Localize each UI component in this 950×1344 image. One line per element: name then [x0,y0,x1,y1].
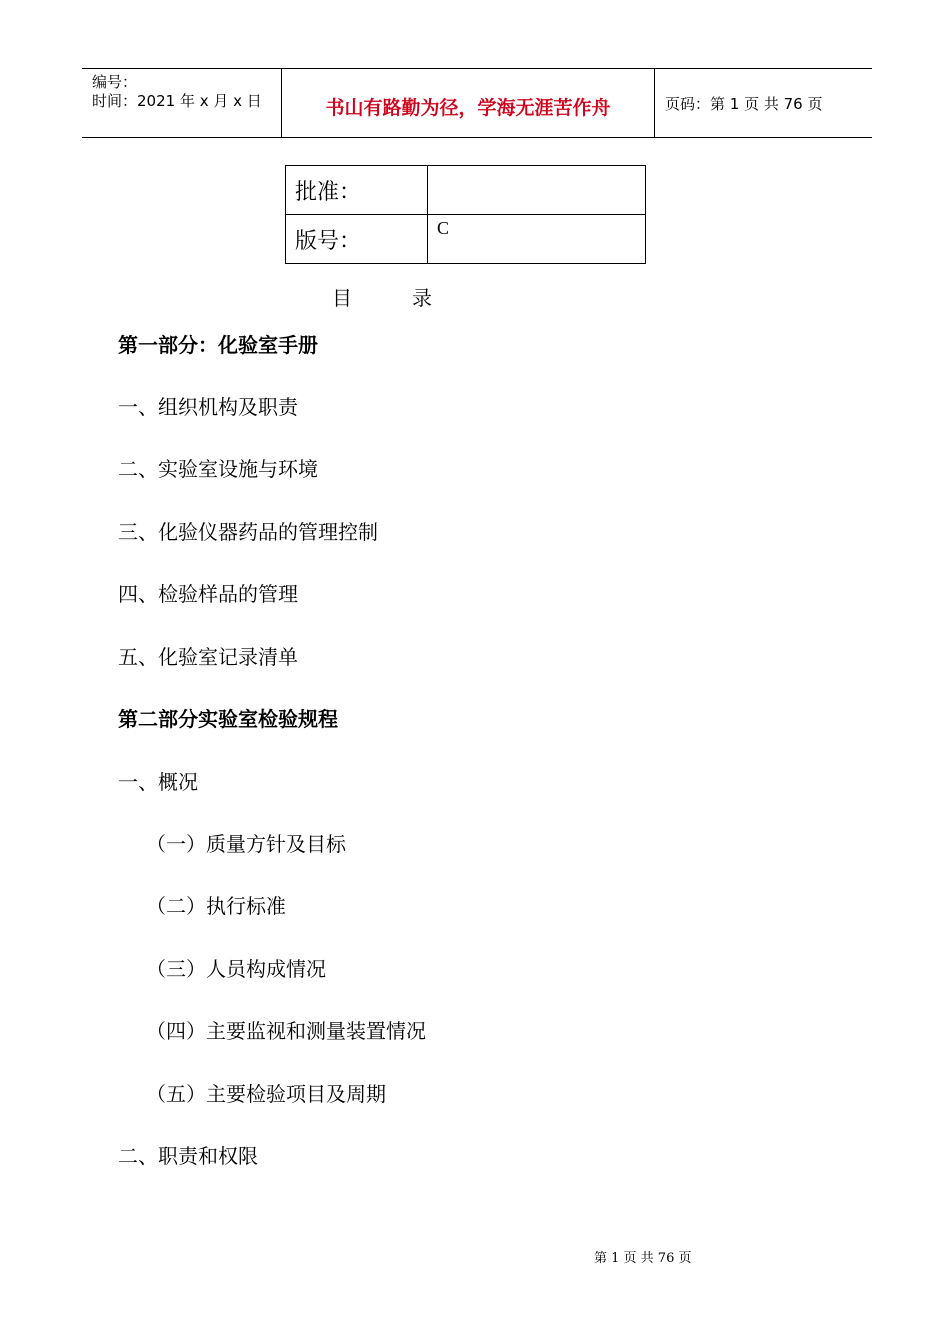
toc-item-text: （三）人员构成情况 [146,957,326,981]
header-page-label: 页码：第 1 页 共 76 页 [665,94,823,113]
approval-label: 批准： [286,166,428,215]
toc-item [146,894,286,918]
header-page-info [655,69,872,137]
document-time-label: 时间：2021 年 x 月 x 日 [92,92,262,110]
toc-item [146,1019,426,1043]
toc-item-text: 二、职责和权限 [118,1144,258,1168]
toc-item [118,770,198,794]
document-number-label: 编号： [92,73,138,91]
page-header [82,68,872,138]
version-value: C [428,215,646,264]
page-footer [594,1247,697,1266]
toc-title-left: 目 [332,286,352,310]
motto-text: 书山有路勤为径，学海无涯苦作舟 [325,96,611,119]
toc-item [118,395,298,419]
toc-item-text: 四、检验样品的管理 [118,582,298,606]
toc-item [146,832,346,856]
toc-item-text: 三、化验仪器药品的管理控制 [118,520,378,544]
approval-value [428,166,646,215]
approval-table [285,165,646,264]
toc-item [118,645,298,669]
toc-item-text: 五、化验室记录清单 [118,645,298,669]
toc-item [118,457,318,481]
footer-page-text: 第 1 页 共 76 页 [594,1251,692,1266]
toc-item [118,582,298,606]
toc-item [146,957,326,981]
toc-item [118,520,378,544]
version-label: 版号： [286,215,428,264]
toc-item-text: 一、概况 [118,770,198,794]
header-meta [82,69,282,137]
toc-item-text: （二）执行标准 [146,894,286,918]
approval-row [286,166,646,215]
header-motto [282,69,655,137]
toc-item [146,1082,386,1106]
toc-title [332,282,432,311]
toc-item-text: 第二部分实验室检验规程 [118,707,338,731]
version-row [286,215,646,264]
toc-item-text: （一）质量方针及目标 [146,832,346,856]
toc-item [118,333,318,357]
toc-item [118,707,338,731]
toc-item-text: 一、组织机构及职责 [118,395,298,419]
toc-item-text: （四）主要监视和测量装置情况 [146,1019,426,1043]
toc-item-text: 二、实验室设施与环境 [118,457,318,481]
toc-item-text: （五）主要检验项目及周期 [146,1082,386,1106]
toc-title-right: 录 [412,286,432,310]
toc-item [118,1144,258,1168]
toc-item-text: 第一部分：化验室手册 [118,333,318,357]
